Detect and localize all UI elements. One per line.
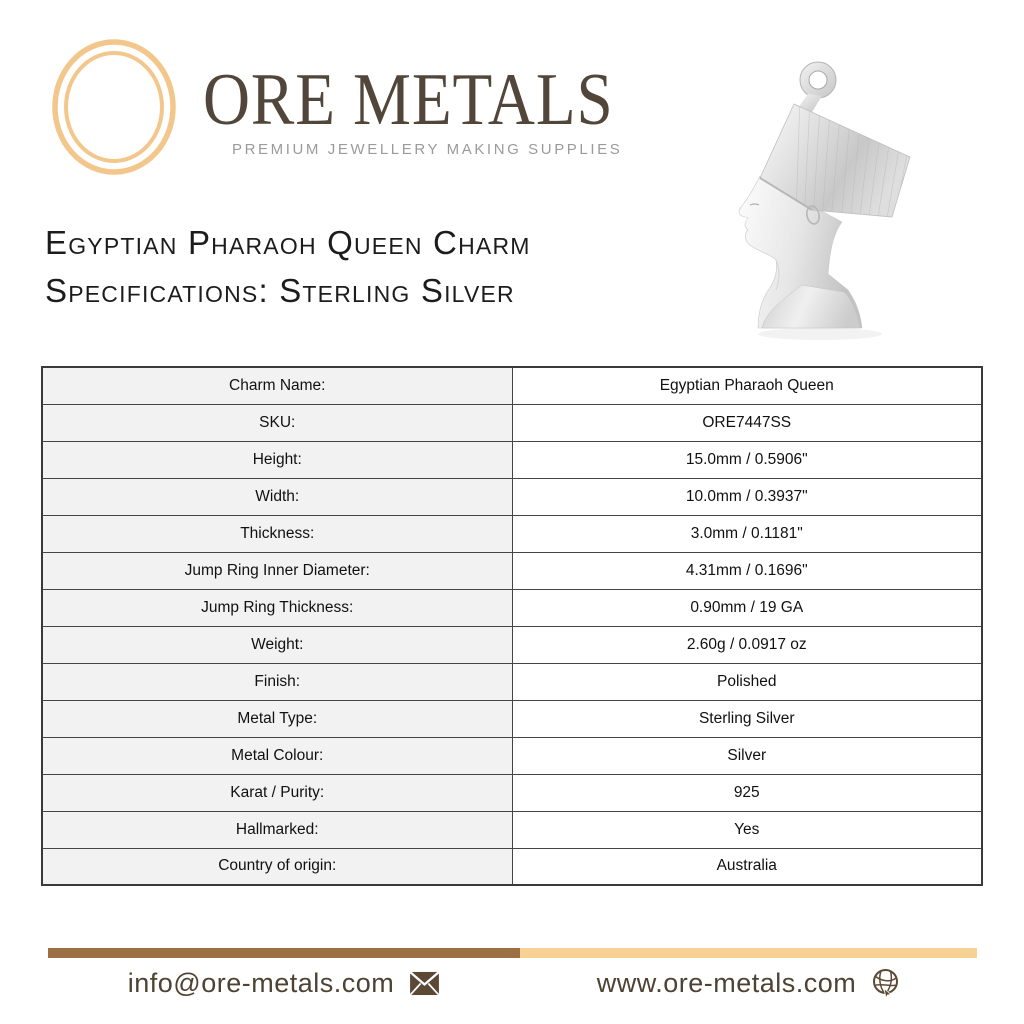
spec-value: 4.31mm / 0.1696": [512, 552, 982, 589]
spec-value: 10.0mm / 0.3937": [512, 478, 982, 515]
footer-bar-gold-segment: [520, 948, 977, 958]
spec-row: [42, 552, 982, 589]
spec-row: [42, 737, 982, 774]
spec-value: 925: [512, 774, 982, 811]
spec-label: Hallmarked:: [42, 811, 512, 848]
spec-label: Jump Ring Thickness:: [42, 589, 512, 626]
spec-value: Polished: [512, 663, 982, 700]
spec-row: [42, 700, 982, 737]
page-title: [45, 219, 531, 315]
spec-row: [42, 663, 982, 700]
double-ring-icon: [50, 38, 178, 176]
footer: [48, 962, 977, 1004]
spec-label: Height:: [42, 441, 512, 478]
spec-row: [42, 626, 982, 663]
spec-label: Metal Type:: [42, 700, 512, 737]
spec-value: 15.0mm / 0.5906": [512, 441, 982, 478]
spec-label: Weight:: [42, 626, 512, 663]
page-title-line2: Specifications: Sterling Silver: [45, 272, 515, 309]
footer-website-group: [520, 962, 977, 1004]
envelope-icon: [409, 971, 440, 996]
spec-label: SKU:: [42, 404, 512, 441]
brand-logo-rings: [50, 38, 178, 181]
spec-row: [42, 848, 982, 885]
spec-label: Thickness:: [42, 515, 512, 552]
spec-value: 3.0mm / 0.1181": [512, 515, 982, 552]
spec-value: Egyptian Pharaoh Queen: [512, 367, 982, 404]
spec-row: [42, 367, 982, 404]
footer-bar-brown-segment: [48, 948, 520, 958]
spec-row: [42, 774, 982, 811]
spec-value: 2.60g / 0.0917 oz: [512, 626, 982, 663]
spec-value: Australia: [512, 848, 982, 885]
email-link[interactable]: info@ore-metals.com: [127, 967, 395, 998]
footer-divider-bar: [48, 948, 977, 958]
charm-image: [700, 38, 990, 348]
spec-label: Country of origin:: [42, 848, 512, 885]
spec-row: [42, 441, 982, 478]
spec-value: Silver: [512, 737, 982, 774]
spec-row: [42, 515, 982, 552]
spec-label: Finish:: [42, 663, 512, 700]
spec-label: Charm Name:: [42, 367, 512, 404]
spec-value: 0.90mm / 19 GA: [512, 589, 982, 626]
spec-value: ORE7447SS: [512, 404, 982, 441]
spec-row: [42, 589, 982, 626]
spec-label: Jump Ring Inner Diameter:: [42, 552, 512, 589]
website-link[interactable]: www.ore-metals.com: [596, 967, 857, 998]
spec-row: [42, 811, 982, 848]
spec-value: Sterling Silver: [512, 700, 982, 737]
spec-label: Metal Colour:: [42, 737, 512, 774]
spec-row: [42, 404, 982, 441]
product-photo: [700, 38, 990, 348]
spec-value: Yes: [512, 811, 982, 848]
spec-table-body: [42, 367, 982, 885]
spec-row: [42, 478, 982, 515]
brand-tagline: PREMIUM JEWELLERY MAKING SUPPLIES: [232, 141, 623, 158]
spec-label: Width:: [42, 478, 512, 515]
brand-name: ORE METALS: [203, 59, 614, 141]
globe-icon: [871, 968, 900, 998]
spec-table: [41, 366, 983, 886]
page-title-line1: Egyptian Pharaoh Queen Charm: [45, 224, 531, 261]
spec-label: Karat / Purity:: [42, 774, 512, 811]
footer-email-group: [48, 962, 520, 1004]
